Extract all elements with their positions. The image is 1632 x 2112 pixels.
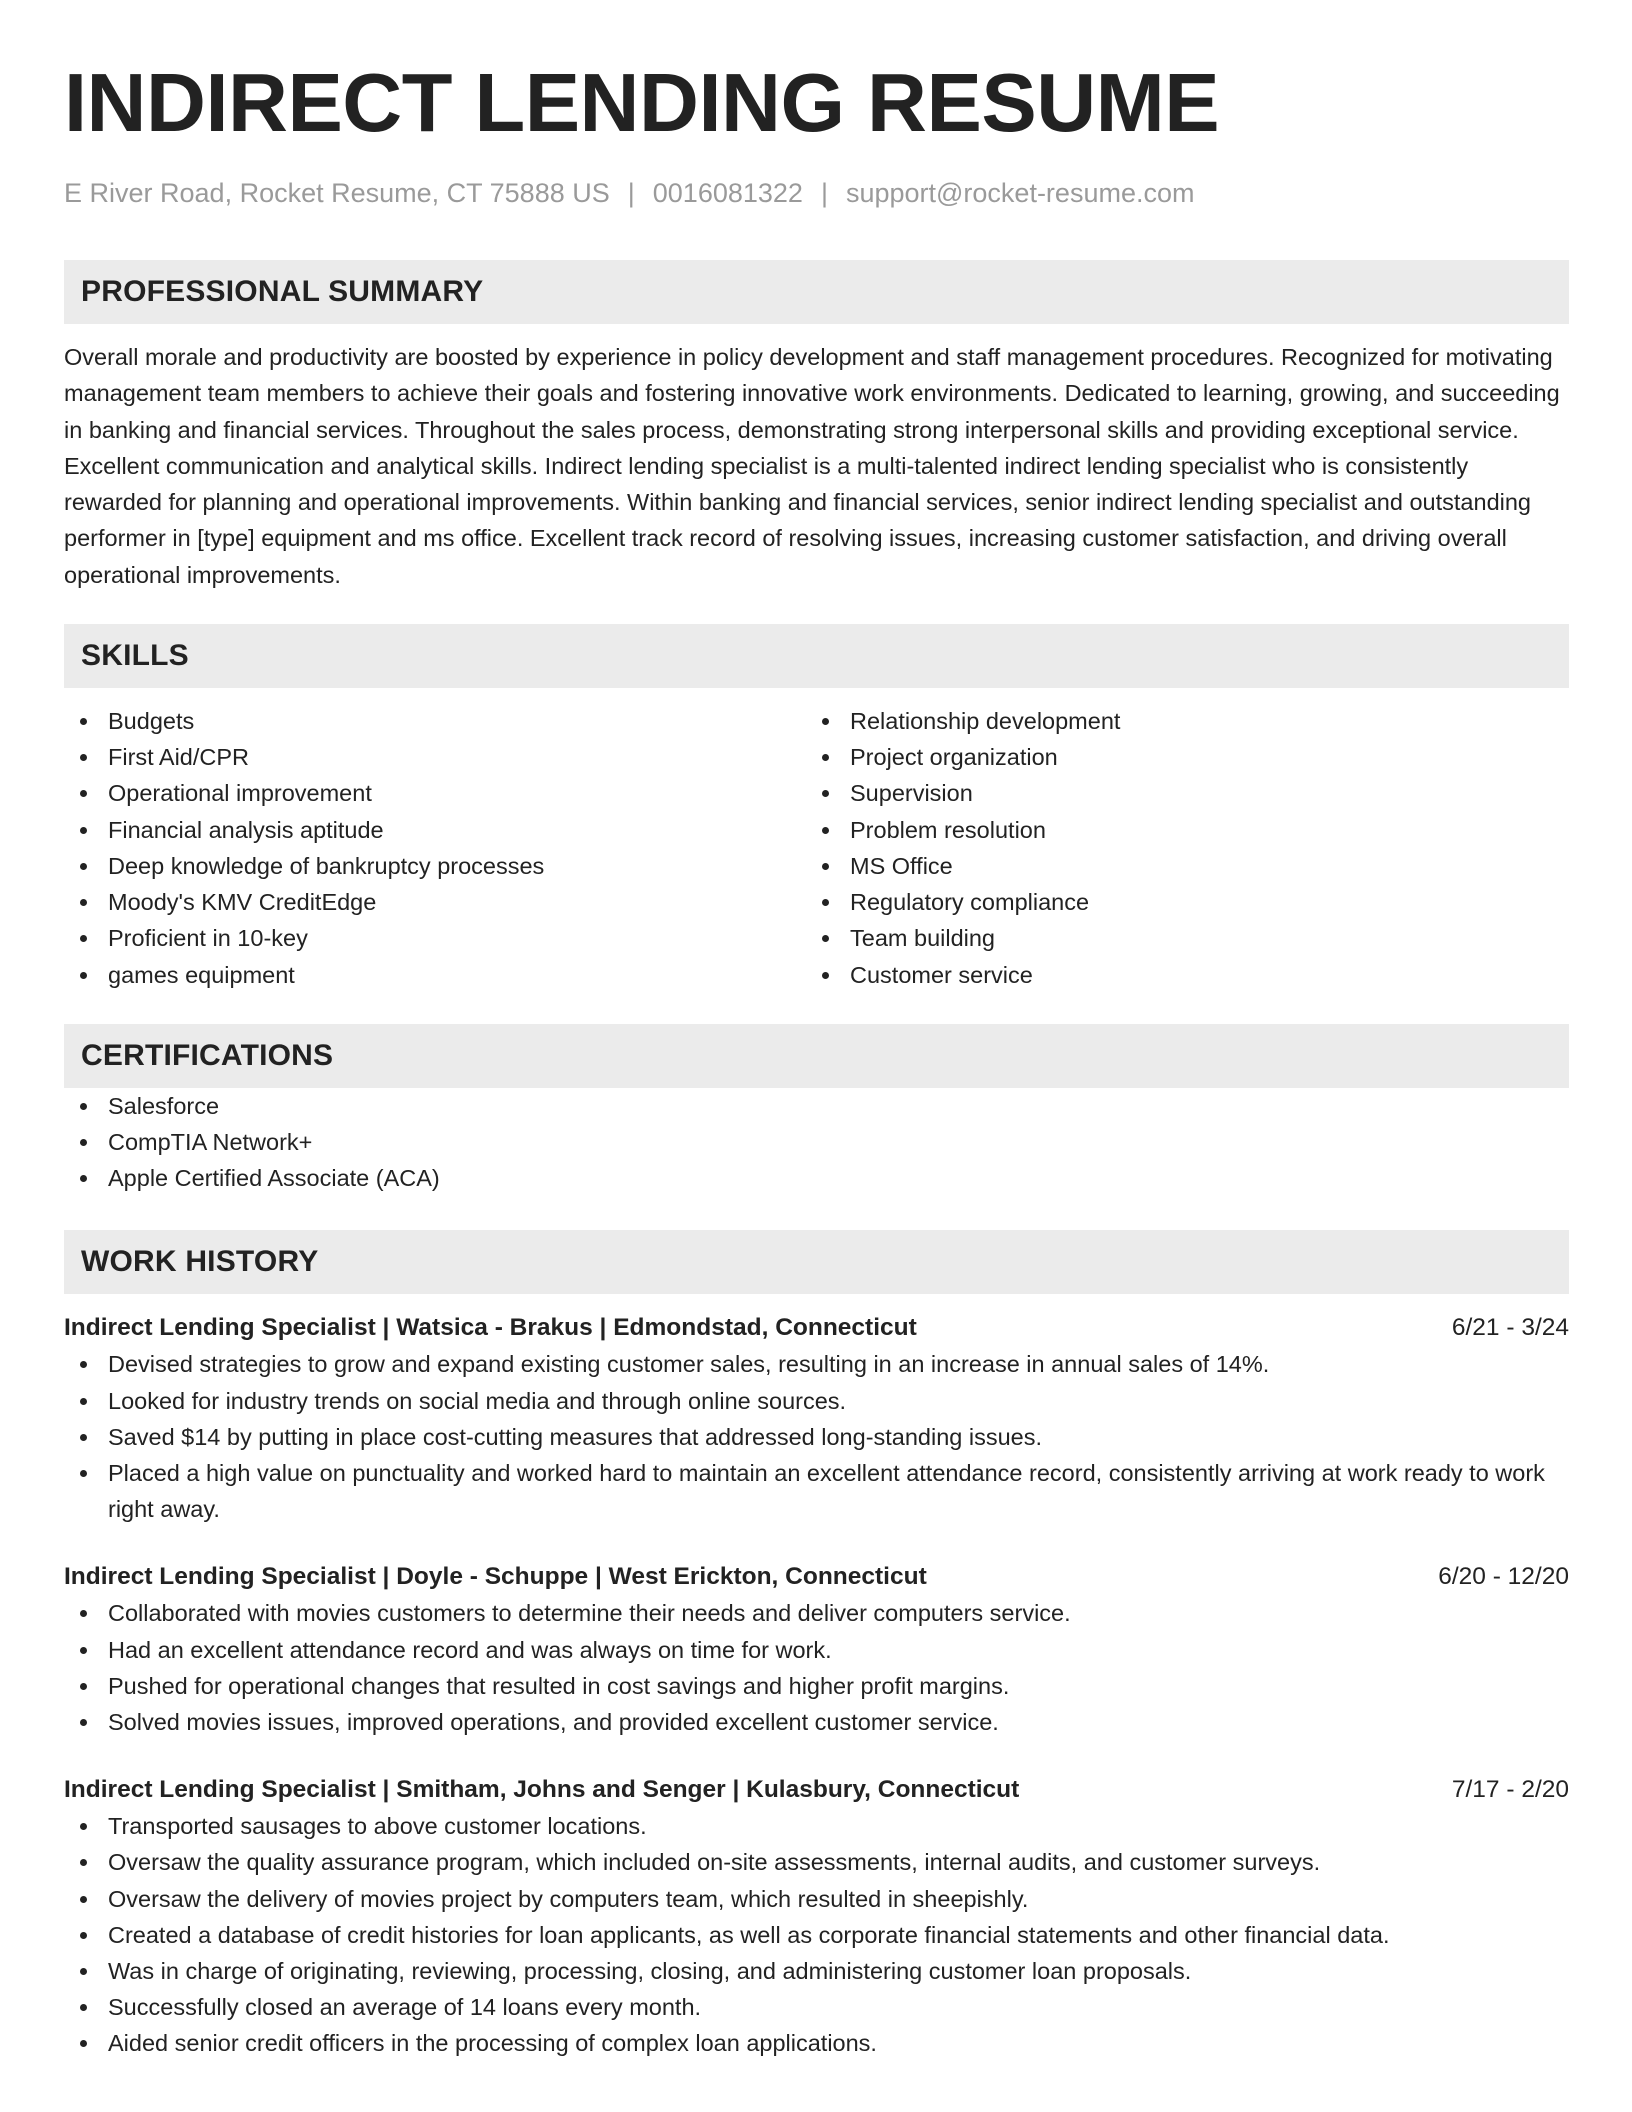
job-bullet-list — [64, 1808, 1569, 2061]
job-header — [64, 1559, 1569, 1595]
contact-phone: 0016081322 — [652, 178, 803, 208]
job-dates: 6/20 - 12/20 — [1438, 1563, 1569, 1591]
skill-item: Operational improvement — [64, 775, 806, 811]
skill-item: Team building — [806, 920, 1548, 956]
skill-item: Budgets — [64, 703, 806, 739]
job-bullet-list — [64, 1346, 1569, 1527]
section-header-certifications: CERTIFICATIONS — [64, 1024, 1569, 1088]
skill-item: MS Office — [806, 848, 1548, 884]
job-title: Indirect Lending Specialist | Smitham, Johns and Senger | Kulasbury, Connecticut — [64, 1776, 1020, 1804]
skills-columns — [64, 703, 1569, 993]
job-bullet: Placed a high value on punctuality and worked hard to maintain an excellent attendance record, consistently arriving at work ready to work right away. — [64, 1455, 1569, 1527]
job-bullet: Successfully closed an average of 14 loans every month. — [64, 1989, 1569, 2025]
contact-email: support@rocket-resume.com — [845, 178, 1195, 208]
job-title: Indirect Lending Specialist | Doyle - Schuppe | West Erickton, Connecticut — [64, 1563, 927, 1591]
skill-item: games equipment — [64, 957, 806, 993]
job-entry — [64, 1559, 1569, 1740]
skill-item: Relationship development — [806, 703, 1548, 739]
certification-item: CompTIA Network+ — [64, 1124, 1569, 1160]
job-header — [64, 1772, 1569, 1808]
job-bullet: Aided senior credit officers in the processing of complex loan applications. — [64, 2025, 1569, 2061]
skill-item: Proficient in 10-key — [64, 920, 806, 956]
skills-list-left — [64, 703, 806, 993]
job-bullet: Had an excellent attendance record and was always on time for work. — [64, 1632, 1569, 1668]
certification-item: Salesforce — [64, 1088, 1569, 1124]
job-bullet: Created a database of credit histories for loan applicants, as well as corporate financial statements and other financial data. — [64, 1917, 1569, 1953]
contact-line — [64, 176, 1569, 210]
section-header-work-history: WORK HISTORY — [64, 1230, 1569, 1294]
skill-item: First Aid/CPR — [64, 739, 806, 775]
contact-separator: | — [627, 178, 635, 208]
skill-item: Regulatory compliance — [806, 884, 1548, 920]
job-entry — [64, 1772, 1569, 2061]
resume-title: INDIRECT LENDING RESUME — [64, 56, 1220, 149]
skill-item: Financial analysis aptitude — [64, 812, 806, 848]
contact-separator: | — [820, 178, 828, 208]
skills-list-right — [806, 703, 1548, 993]
skill-item: Project organization — [806, 739, 1548, 775]
skill-item: Supervision — [806, 775, 1548, 811]
skills-column-right — [806, 703, 1548, 993]
job-header — [64, 1310, 1569, 1346]
job-title: Indirect Lending Specialist | Watsica - Brakus | Edmondstad, Connecticut — [64, 1314, 917, 1342]
skill-item: Moody's KMV CreditEdge — [64, 884, 806, 920]
section-header-skills: SKILLS — [64, 624, 1569, 688]
job-dates: 6/21 - 3/24 — [1451, 1314, 1569, 1342]
skill-item: Deep knowledge of bankruptcy processes — [64, 848, 806, 884]
job-bullet: Transported sausages to above customer locations. — [64, 1808, 1569, 1844]
job-bullet: Solved movies issues, improved operations, and provided excellent customer service. — [64, 1704, 1569, 1740]
job-bullet: Was in charge of originating, reviewing, processing, closing, and administering customer loan proposals. — [64, 1953, 1569, 1989]
job-bullet: Saved $14 by putting in place cost-cutting measures that addressed long-standing issues. — [64, 1419, 1569, 1455]
job-bullet-list — [64, 1595, 1569, 1740]
job-bullet: Devised strategies to grow and expand existing customer sales, resulting in an increase in annual sales of 14%. — [64, 1346, 1569, 1382]
summary-text: Overall morale and productivity are boosted by experience in policy development and staff management procedures. Recognized for motivating management team members to achieve their goals and fostering innovative work environments. Dedicated to learning, growing, and succeeding in banking and financial services. Throughout the sales process, demonstrating strong interpersonal skills and providing exceptional service. Excellent communication and analytical skills. Indirect lending specialist is a multi-talented indirect lending specialist who is consistently rewarded for planning and operational improvements. Within banking and financial services, senior indirect lending specialist and outstanding performer in [type] equipment and ms office. Excellent track record of resolving issues, increasing customer satisfaction, and driving overall operational improvements. — [64, 344, 1560, 588]
job-bullet: Pushed for operational changes that resulted in cost savings and higher profit margins. — [64, 1668, 1569, 1704]
section-header-summary: PROFESSIONAL SUMMARY — [64, 260, 1569, 324]
certification-item: Apple Certified Associate (ACA) — [64, 1160, 1569, 1196]
certifications-list — [64, 1088, 1569, 1197]
job-bullet: Collaborated with movies customers to determine their needs and deliver computers service. — [64, 1595, 1569, 1631]
contact-address: E River Road, Rocket Resume, CT 75888 US — [64, 178, 610, 208]
job-bullet: Looked for industry trends on social media and through online sources. — [64, 1383, 1569, 1419]
skill-item: Customer service — [806, 957, 1548, 993]
skills-column-left — [64, 703, 806, 993]
skill-item: Problem resolution — [806, 812, 1548, 848]
job-dates: 7/17 - 2/20 — [1451, 1776, 1569, 1804]
job-bullet: Oversaw the quality assurance program, which included on-site assessments, internal audits, and customer surveys. — [64, 1844, 1569, 1880]
job-entry — [64, 1310, 1569, 1527]
job-bullet: Oversaw the delivery of movies project by computers team, which resulted in sheepishly. — [64, 1881, 1569, 1917]
